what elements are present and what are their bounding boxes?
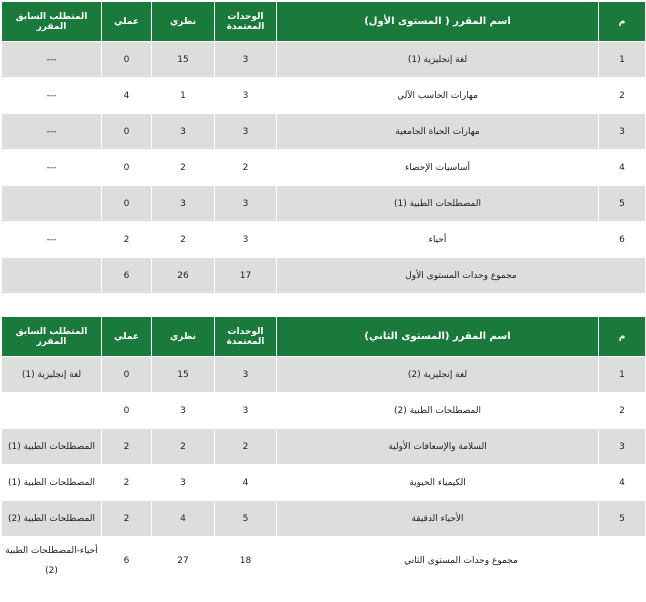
- table-row: [2, 501, 646, 537]
- course-name: المصطلحات الطبية (2): [277, 393, 599, 429]
- header-prereq: المتطلب السابق المقرر: [2, 317, 102, 357]
- header-practical: عملي: [102, 2, 152, 42]
- course-name: أحياء: [277, 222, 599, 258]
- course-theory: 1: [152, 78, 215, 114]
- course-practical: 0: [102, 114, 152, 150]
- level1-table: [1, 1, 646, 294]
- level2-total-row: [2, 537, 646, 586]
- course-theory: 2: [152, 222, 215, 258]
- course-units: 4: [215, 465, 277, 501]
- level2-header-row: [2, 317, 646, 357]
- course-prereq: لغة إنجليزية (1): [2, 357, 102, 393]
- table-row: [2, 150, 646, 186]
- table-row: [2, 393, 646, 429]
- header-theory: نظري: [152, 2, 215, 42]
- course-name: الأحياء الدقيقة: [277, 501, 599, 537]
- header-course-name: اسم المقرر ( المستوى الأول): [277, 2, 599, 42]
- course-theory: 2: [152, 429, 215, 465]
- header-course-name: اسم المقرر (المستوى الثاني): [277, 317, 599, 357]
- course-units: 5: [215, 501, 277, 537]
- course-no: 4: [599, 465, 646, 501]
- course-theory: 3: [152, 114, 215, 150]
- course-name: لغة إنجليزية (2): [277, 357, 599, 393]
- table-row: [2, 78, 646, 114]
- course-name: مهارات الحياة الجامعية: [277, 114, 599, 150]
- total-theory: 26: [152, 258, 215, 294]
- table-row: [2, 429, 646, 465]
- course-theory: 15: [152, 357, 215, 393]
- course-no: 1: [599, 42, 646, 78]
- course-prereq: ---: [2, 150, 102, 186]
- course-name: الكيمياء الحيوية: [277, 465, 599, 501]
- course-no: 5: [599, 501, 646, 537]
- course-name: لغة إنجليزية (1): [277, 42, 599, 78]
- total-units: 18: [215, 537, 277, 586]
- course-practical: 0: [102, 150, 152, 186]
- course-prereq: [2, 393, 102, 429]
- course-no: 2: [599, 78, 646, 114]
- course-prereq: المصطلحات الطبية (1): [2, 465, 102, 501]
- course-units: 3: [215, 78, 277, 114]
- course-units: 3: [215, 222, 277, 258]
- course-no: 1: [599, 357, 646, 393]
- course-units: 3: [215, 357, 277, 393]
- course-prereq: ---: [2, 222, 102, 258]
- course-theory: 3: [152, 186, 215, 222]
- header-practical: عملي: [102, 317, 152, 357]
- course-units: 2: [215, 150, 277, 186]
- course-units: 3: [215, 42, 277, 78]
- course-no: 2: [599, 393, 646, 429]
- total-prereq: أحياء-المصطلحات الطبية (2): [2, 537, 102, 586]
- table-row: [2, 114, 646, 150]
- level2-table: [1, 316, 646, 586]
- course-name: مهارات الحاسب الآلي: [277, 78, 599, 114]
- course-prereq: ---: [2, 114, 102, 150]
- course-prereq: المصطلحات الطبية (2): [2, 501, 102, 537]
- course-practical: 2: [102, 465, 152, 501]
- total-label: مجموع وحدات المستوى الأول: [277, 258, 646, 294]
- table-row: [2, 465, 646, 501]
- course-no: 5: [599, 186, 646, 222]
- total-practical: 6: [102, 258, 152, 294]
- table-row: [2, 186, 646, 222]
- header-theory: نظري: [152, 317, 215, 357]
- course-prereq: المصطلحات الطبية (1): [2, 429, 102, 465]
- course-name: أساسيات الإحصاء: [277, 150, 599, 186]
- header-units: الوحدات المعتمدة: [215, 317, 277, 357]
- level1-header-row: [2, 2, 646, 42]
- total-label: مجموع وحدات المستوى الثاني: [277, 537, 646, 586]
- table-row: [2, 222, 646, 258]
- course-practical: 4: [102, 78, 152, 114]
- total-theory: 27: [152, 537, 215, 586]
- course-prereq: [2, 186, 102, 222]
- course-units: 2: [215, 429, 277, 465]
- header-prereq: المتطلب السابق المقرر: [2, 2, 102, 42]
- header-no: م: [599, 2, 646, 42]
- header-no: م: [599, 317, 646, 357]
- course-name: السلامة والإسعافات الأولية: [277, 429, 599, 465]
- course-theory: 4: [152, 501, 215, 537]
- course-theory: 15: [152, 42, 215, 78]
- course-practical: 0: [102, 393, 152, 429]
- header-units: الوحدات المعتمدة: [215, 2, 277, 42]
- course-prereq: ---: [2, 42, 102, 78]
- course-name: المصطلحات الطبية (1): [277, 186, 599, 222]
- course-practical: 2: [102, 501, 152, 537]
- total-prereq: [2, 258, 102, 294]
- course-units: 3: [215, 114, 277, 150]
- table-row: [2, 357, 646, 393]
- course-prereq: ---: [2, 78, 102, 114]
- table-row: [2, 42, 646, 78]
- course-theory: 3: [152, 393, 215, 429]
- course-practical: 0: [102, 42, 152, 78]
- course-practical: 0: [102, 186, 152, 222]
- course-practical: 2: [102, 429, 152, 465]
- course-units: 3: [215, 393, 277, 429]
- total-units: 17: [215, 258, 277, 294]
- level1-total-row: [2, 258, 646, 294]
- course-no: 6: [599, 222, 646, 258]
- course-no: 3: [599, 114, 646, 150]
- course-units: 3: [215, 186, 277, 222]
- course-theory: 2: [152, 150, 215, 186]
- total-practical: 6: [102, 537, 152, 586]
- course-practical: 0: [102, 357, 152, 393]
- course-practical: 2: [102, 222, 152, 258]
- course-theory: 3: [152, 465, 215, 501]
- course-no: 4: [599, 150, 646, 186]
- course-no: 3: [599, 429, 646, 465]
